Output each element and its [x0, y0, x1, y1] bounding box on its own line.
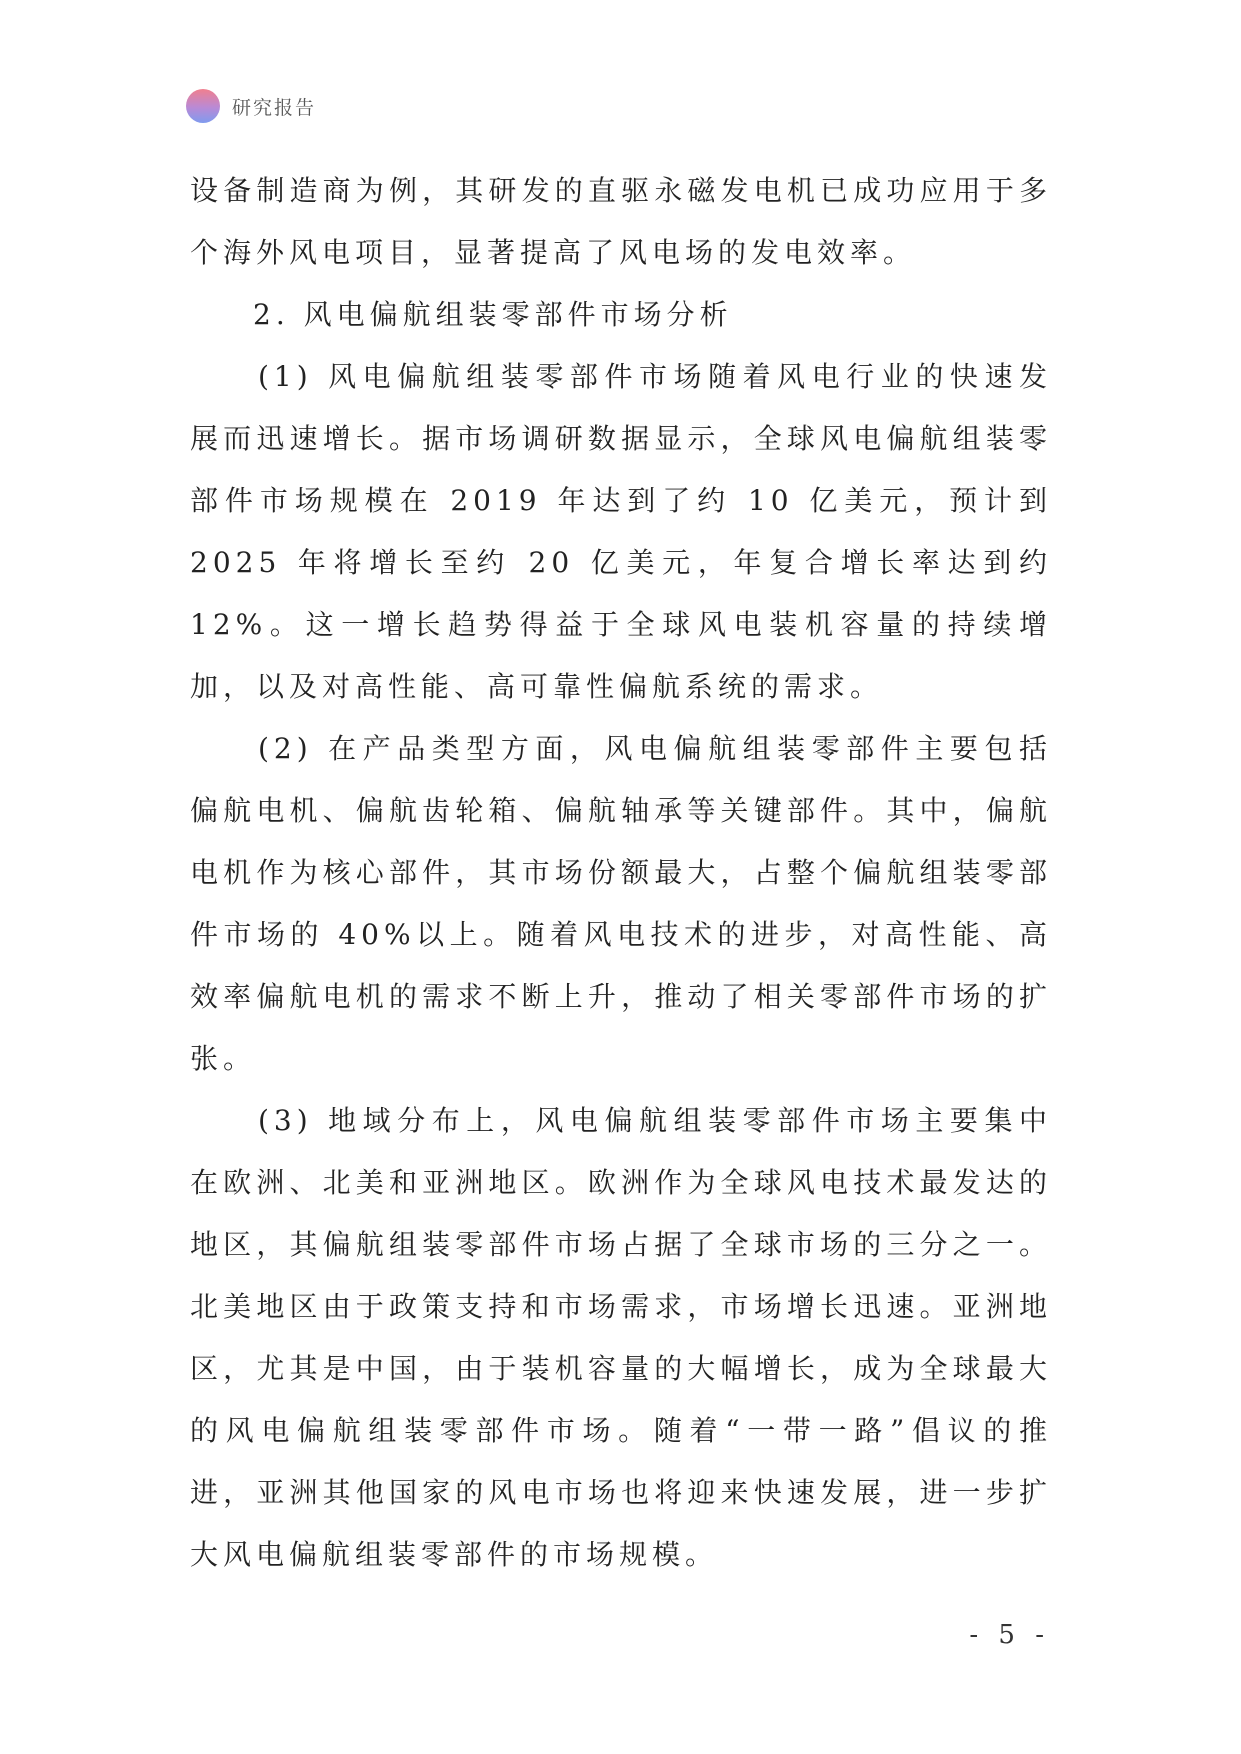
paragraph-3: (3) 地域分布上，风电偏航组装零部件市场主要集中在欧洲、北美和亚洲地区。欧洲作为全球风电技术最发达的地区，其偏航组装零部件市场占据了全球市场的三分之一。北美地区由于政策支持和市场需求，市场增长迅速。亚洲地区，尤其是中国，由于装机容量的大幅增长，成为全球最大的风电偏航组装零部件市场。随着“一带一路”倡议的推进，亚洲其他国家的风电市场也将迎来快速发展，进一步扩大风电偏航组装零部件的市场规模。 — [190, 1104, 1052, 1571]
section-heading: 2. 风电偏航组装零部件市场分析 — [253, 298, 733, 331]
logo-circle-icon — [186, 89, 220, 123]
page-header — [186, 88, 316, 124]
page-number: - 5 - — [969, 1620, 1050, 1650]
paragraph-2: (2) 在产品类型方面，风电偏航组装零部件主要包括偏航电机、偏航齿轮箱、偏航轴承等关键部件。其中，偏航电机作为核心部件，其市场份额最大，占整个偏航组装零部件市场的 40%以上。随着风电技术的进步，对高性能、高效率偏航电机的需求不断上升，推动了相关零部件市场的扩张。 — [190, 732, 1052, 1075]
paragraph-1: (1) 风电偏航组装零部件市场随着风电行业的快速发展而迅速增长。据市场调研数据显示，全球风电偏航组装零部件市场规模在 2019 年达到了约 10 亿美元，预计到 2025 年将增长至约 20 亿美元，年复合增长率达到约 12%。这一增长趋势得益于全球风电装机容量的持续增加，以及对高性能、高可靠性偏航系统的需求。 — [190, 360, 1052, 703]
header-title: 研究报告 — [232, 96, 317, 119]
paragraph-intro: 设备制造商为例，其研发的直驱永磁发电机已成功应用于多个海外风电项目，显著提高了风电场的发电效率。 — [190, 174, 1052, 269]
document-body — [190, 160, 1052, 1586]
